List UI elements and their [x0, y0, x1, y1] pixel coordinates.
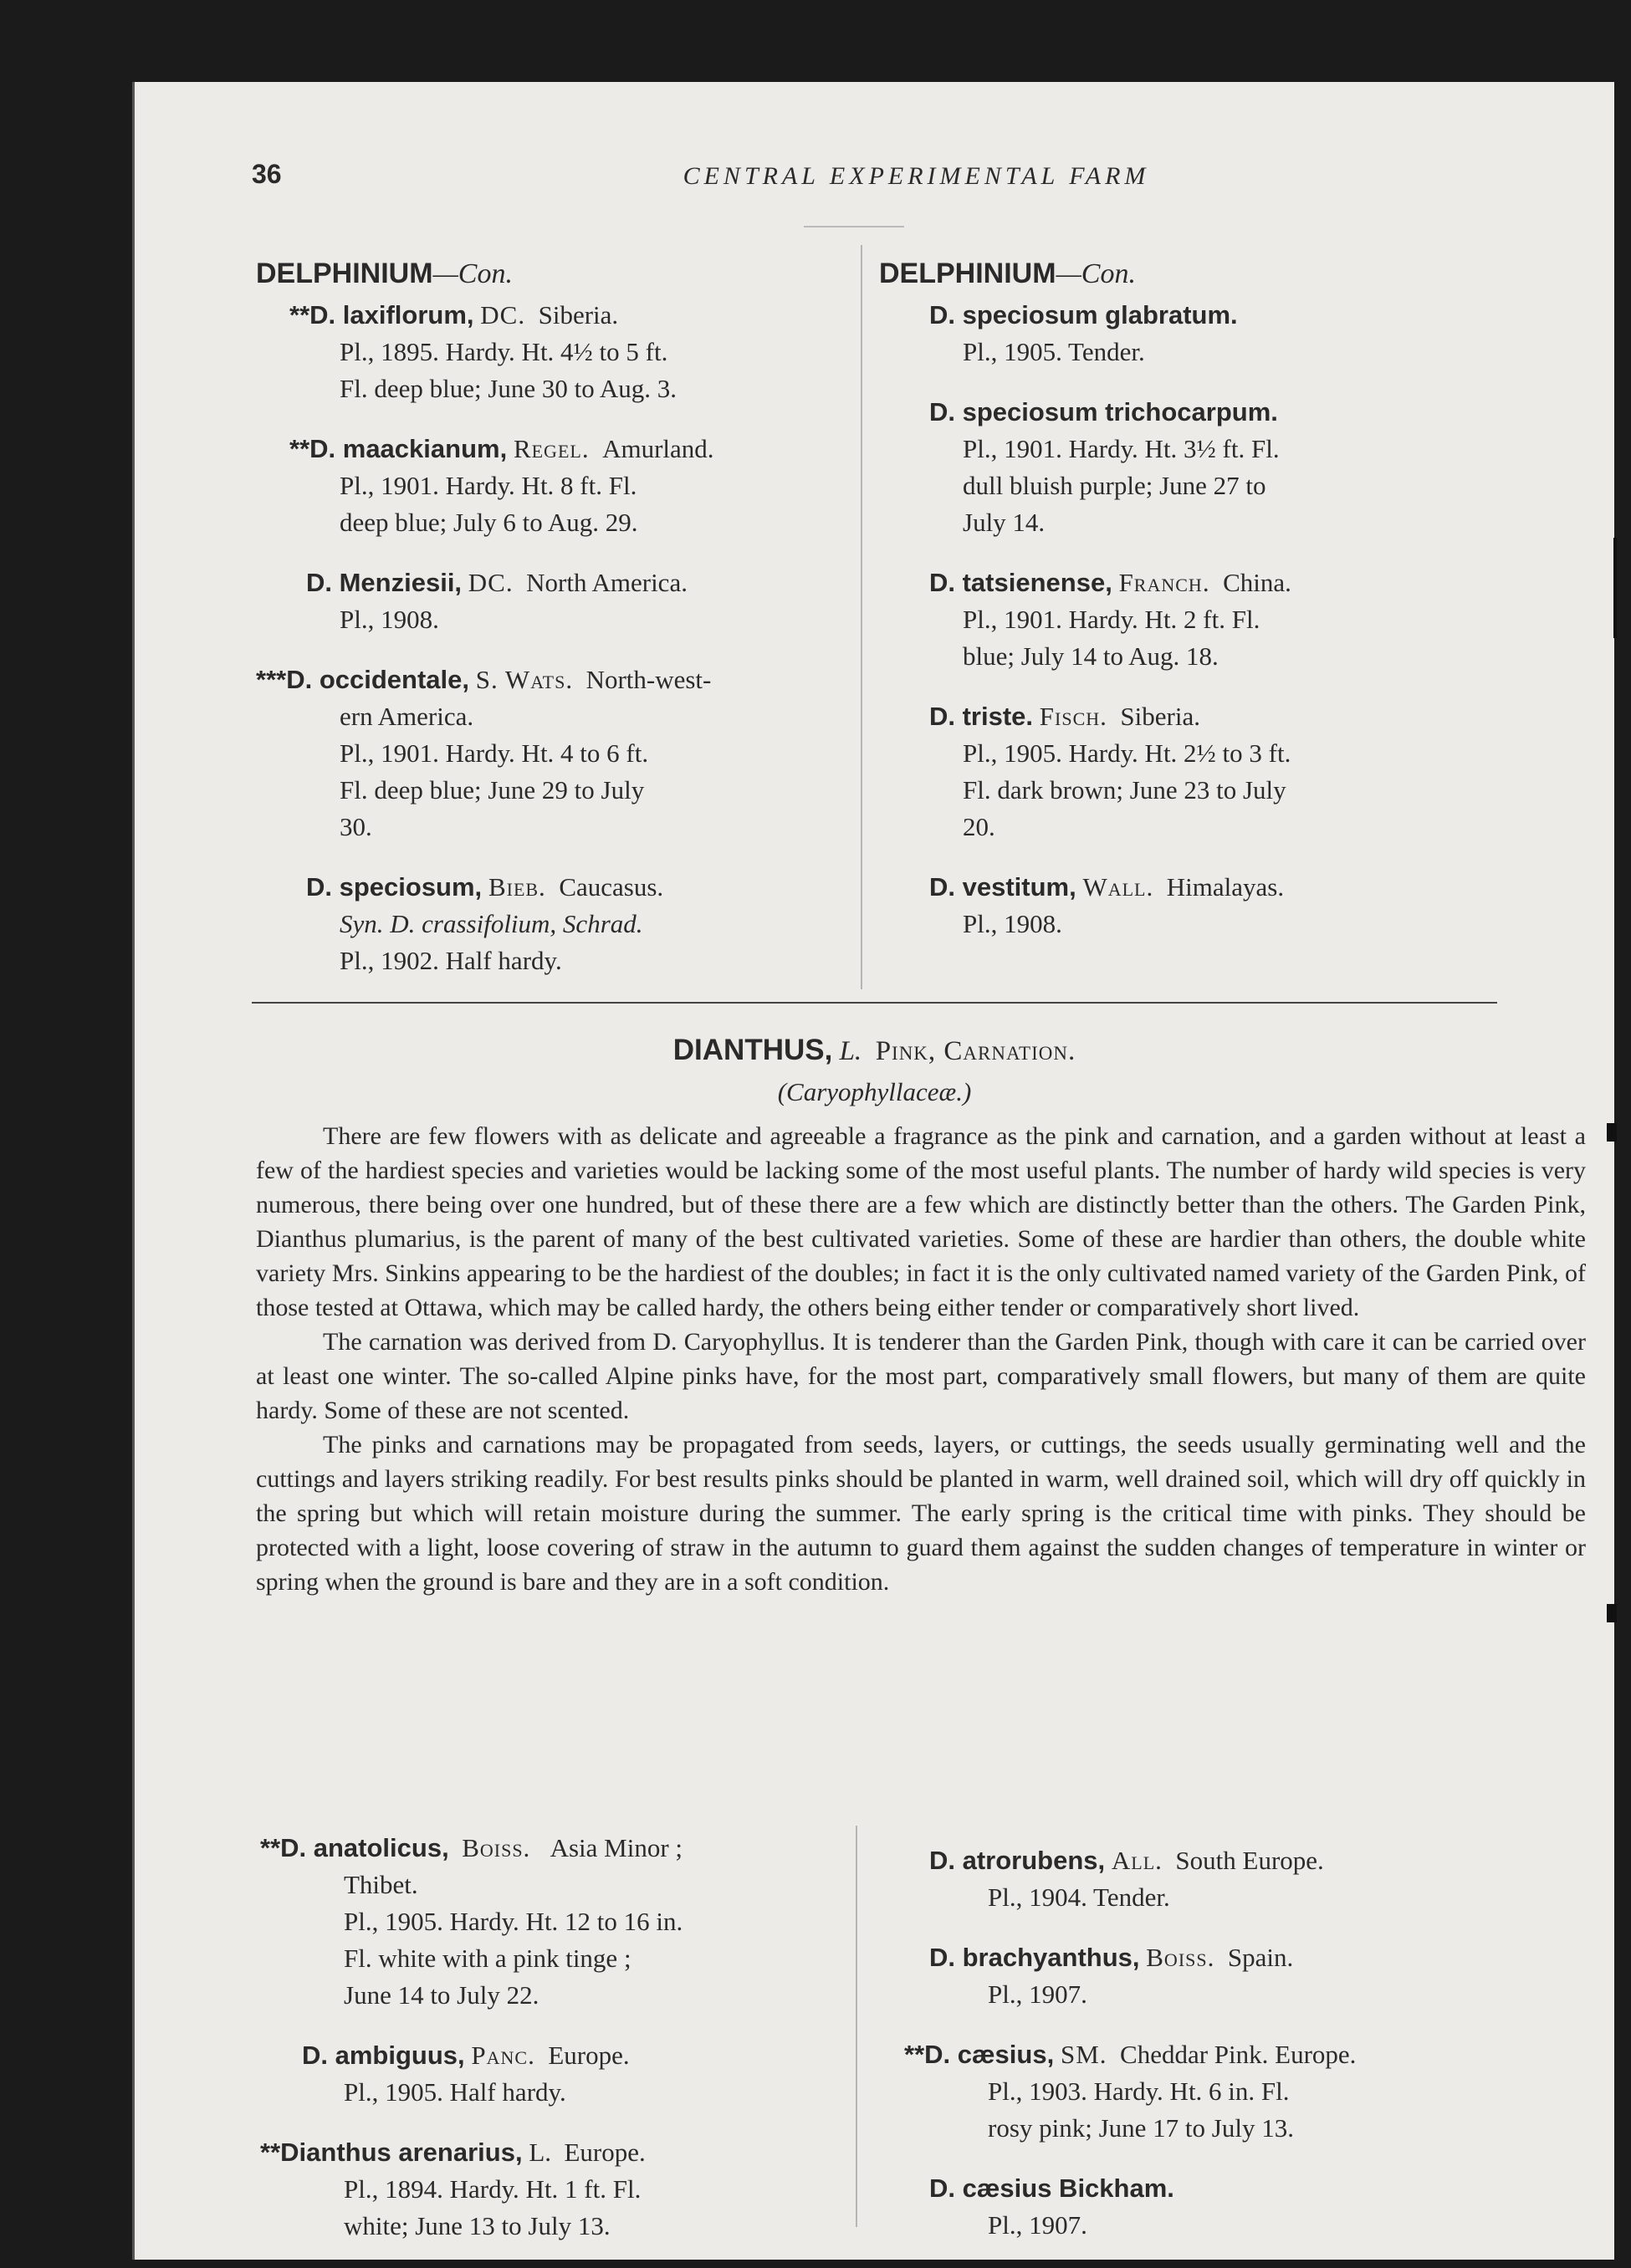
synonym: Syn. D. crassifolium, Schrad.	[340, 909, 643, 938]
species-entry: **Dianthus arenarius, L. Europe. Pl., 1894. Hardy. Ht. 1 ft. Fl. white; June 13 to July 13.	[260, 2138, 646, 2240]
species-name: D. triste.	[929, 702, 1034, 731]
edge-mark	[1607, 1123, 1617, 1142]
dianthus-description	[256, 1119, 1586, 1599]
species-name: D. speciosum,	[306, 872, 483, 902]
edge-mark	[1613, 538, 1617, 638]
edge-mark	[1607, 1604, 1617, 1622]
paragraph: The pinks and carnations may be propagated from seeds, layers, or cuttings, the seeds usually germinating well and the cuttings and layers striking readily. For best results pinks should be planted in warm, well drained soil, which will dry off quickly in the spring but which will retain moisture during the summer. The early spring is the critical time with pinks. They should be protected with a light, loose covering of straw in the autumn to guard them against the sudden changes of temperature in winter or spring when the ground is bare and they are in a soft condition.	[256, 1431, 1586, 1596]
header-divider	[804, 226, 904, 227]
dianthus-heading: DIANTHUS, L. Pink, Carnation.	[672, 1034, 1076, 1066]
species-entry: D. speciosum glabratum. Pl., 1905. Tender.	[929, 300, 1238, 366]
column-divider	[861, 245, 862, 989]
species-name: D. vestitum,	[929, 872, 1076, 902]
species-entry: **D. laxiflorum, DC. Siberia. Pl., 1895. Hardy. Ht. 4½ to 5 ft. Fl. deep blue; June 30 to Aug. 3.	[289, 300, 677, 403]
species-name: D. Menziesii,	[306, 568, 463, 597]
species-name: D. occidentale,	[286, 665, 469, 694]
species-entry: D. tatsienense, Franch. China. Pl., 1901. Hardy. Ht. 2 ft. Fl. blue; July 14 to Aug. 18.	[929, 568, 1291, 671]
section-rule	[252, 1002, 1497, 1004]
species-entry: D. Menziesii, DC. North America. Pl., 1908.	[306, 568, 688, 634]
section-heading: DELPHINIUM—Con.	[879, 258, 1136, 289]
species-name: Dianthus arenarius,	[280, 2138, 523, 2167]
paragraph: The carnation was derived from D. Caryophyllus. It is tenderer than the Garden Pink, though with care it can be carried over at least one winter. The so-called Alpine pinks have, for the most part, comparatively small flowers, but many of them are quite hardy. Some of these are not scented.	[256, 1328, 1586, 1424]
species-name: D. cæsius,	[924, 2040, 1055, 2069]
species-entry: D. vestitum, Wall. Himalayas. Pl., 1908.	[929, 872, 1285, 938]
paragraph: There are few flowers with as delicate and agreeable a fragrance as the pink and carnation, and a garden without at least a few of the hardiest species and varieties would be lacking some of the most useful plants. The number of hardy wild species is very numerous, there being over one hundred, but of these there are a few which are distinctly better than the others. The Garden Pink, Dianthus plumarius, is the parent of many of the best cultivated varieties. Some of these are hardier than others, the double white variety Mrs. Sinkins appearing to be the hardiest of the doubles; in fact it is the only cultivated named variety of the Garden Pink, of those tested at Ottawa, which may be called hardy, the others being either tender or comparatively short lived.	[256, 1122, 1586, 1321]
species-name: D. tatsienense,	[929, 568, 1112, 597]
species-name: D. ambiguus,	[302, 2041, 465, 2070]
delphinium-left-column	[256, 258, 984, 1003]
species-name: D. anatolicus,	[280, 1833, 449, 1862]
delphinium-right-column	[879, 258, 1615, 966]
species-name: D. maackianum,	[309, 434, 508, 463]
species-entry: D. atrorubens, All. South Europe. Pl., 1904. Tender.	[929, 1846, 1324, 1912]
book-page	[132, 82, 1614, 2260]
species-entry: D. brachyanthus, Boiss. Spain. Pl., 1907.	[929, 1943, 1294, 2009]
species-entry: ***D. occidentale, S. Wats. North-west- ern America. Pl., 1901. Hardy. Ht. 4 to 6 ft. Fl. deep blue; June 29 to July 30.	[256, 665, 712, 841]
species-name: D. speciosum trichocarpum.	[929, 397, 1278, 427]
dianthus-left-column	[260, 1830, 979, 2268]
species-name: D. cæsius Bickham.	[929, 2174, 1174, 2203]
species-name: D. atrorubens,	[929, 1846, 1106, 1875]
species-entry: D. ambiguus, Panc. Europe. Pl., 1905. Half hardy.	[302, 2041, 630, 2107]
running-header	[252, 159, 1581, 201]
dianthus-right-column	[904, 1842, 1623, 2267]
species-name: D. laxiflorum,	[309, 300, 474, 329]
species-entry: D. triste. Fisch. Siberia. Pl., 1905. Hardy. Ht. 2½ to 3 ft. Fl. dark brown; June 23 to July 20.	[929, 702, 1291, 841]
dianthus-family: (Caryophyllaceæ.)	[777, 1077, 972, 1106]
species-name: D. brachyanthus,	[929, 1943, 1140, 1972]
species-entry: **D. maackianum, Regel. Amurland. Pl., 1901. Hardy. Ht. 8 ft. Fl. deep blue; July 6 to Aug. 29.	[289, 434, 714, 537]
running-title: CENTRAL EXPERIMENTAL FARM	[683, 162, 1150, 190]
section-heading: DELPHINIUM—Con.	[256, 258, 513, 289]
species-name: D. speciosum glabratum.	[929, 300, 1238, 329]
species-entry: D. speciosum, Bieb. Caucasus. Syn. D. crassifolium, Schrad. Pl., 1902. Half hardy.	[256, 869, 984, 979]
species-entry: D. cæsius Bickham. Pl., 1907.	[929, 2174, 1174, 2240]
page-number: 36	[252, 159, 282, 189]
column-divider	[856, 1826, 857, 2227]
species-entry: **D. anatolicus, Boiss. Asia Minor ; Thibet. Pl., 1905. Hardy. Ht. 12 to 16 in. Fl. white with a pink tinge ; June 14 to July 22.	[260, 1833, 683, 2010]
species-entry: D. speciosum trichocarpum. Pl., 1901. Hardy. Ht. 3½ ft. Fl. dull bluish purple; June 27 to July 14.	[929, 397, 1280, 537]
species-entry: **D. cæsius, SM. Cheddar Pink. Europe. Pl., 1903. Hardy. Ht. 6 in. Fl. rosy pink; June 17 to July 13.	[904, 2040, 1357, 2143]
